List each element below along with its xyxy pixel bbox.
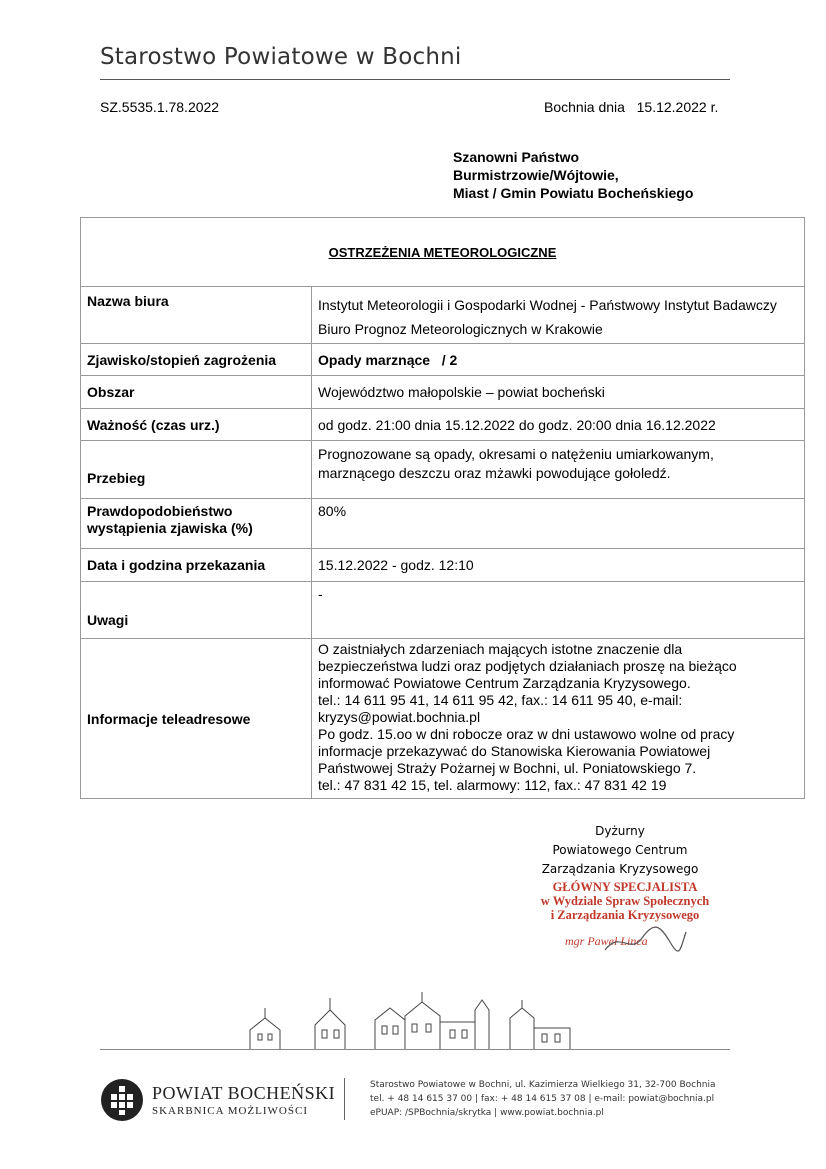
office-line: Instytut Meteorologii i Gospodarki Wodnej - Państwowy Instytut Badawczy (318, 297, 777, 313)
town-skyline-illustration (230, 990, 590, 1050)
probability-label-line: wystąpienia zjawiska (%) (87, 520, 253, 536)
row-label: Informacje teleadresowe (81, 639, 312, 799)
footer-contact-line[interactable]: tel. + 48 14 615 37 00 | fax: + 48 14 615 37 08 | e-mail: powiat@bochnia.pl (370, 1094, 715, 1104)
row-label: Uwagi (81, 582, 312, 639)
row-value: - (312, 582, 805, 639)
contact-email[interactable]: kryzys@powiat.bochnia.pl (318, 709, 481, 725)
document-reference: SZ.5535.1.78.2022 (100, 99, 220, 115)
footer-contact-line: Starostwo Powiatowe w Bochni, ul. Kazimierza Wielkiego 31, 32-700 Bochnia (370, 1080, 716, 1090)
table-row (81, 344, 805, 376)
row-value: Województwo małopolskie – powiat bocheński (312, 376, 805, 409)
signature-line: Powiatowego Centrum (552, 843, 688, 857)
footer-contact (370, 1078, 716, 1120)
page-title: Starostwo Powiatowe w Bochni (100, 44, 462, 70)
probability-label-line: Prawdopodobieństwo (87, 503, 233, 519)
contact-line: bezpieczeństwa ludzi oraz podjętych działaniach proszę na bieżąco (318, 658, 737, 674)
course-line: marznącego deszczu oraz mżawki powodujące gołoledź. (318, 465, 671, 481)
stamp-line: i Zarządzania Kryzysowego (550, 908, 700, 922)
table-row (81, 549, 805, 582)
contact-line: informacje przekazywać do Stanowiska Kierowania Powiatowej (318, 743, 711, 759)
table-row (81, 582, 805, 639)
brand-name: POWIAT BOCHEŃSKI (152, 1083, 336, 1103)
table-row (81, 639, 805, 799)
handwritten-signature-icon (600, 920, 690, 960)
row-value: od godz. 21:00 dnia 15.12.2022 do godz. 20:00 dnia 16.12.2022 (312, 409, 805, 441)
row-label: Obszar (81, 376, 312, 409)
row-label (81, 499, 312, 549)
contact-line: Państwowej Straży Pożarnej w Bochni, ul. Poniatowskiego 7. (318, 760, 697, 776)
signature-block (520, 822, 720, 879)
footer-contact-line[interactable]: ePUAP: /SPBochnia/skrytka | www.powiat.bochnia.pl (370, 1108, 604, 1118)
header-divider (100, 79, 730, 80)
signature-line: Zarządzania Kryzysowego (541, 862, 699, 876)
office-line: Biuro Prognoz Meteorologicznych w Krakowie (318, 321, 603, 337)
footer-divider (100, 1049, 730, 1050)
contact-line: informować Powiatowe Centrum Zarządzania Kryzysowego. (318, 675, 691, 691)
warning-table (80, 217, 805, 799)
table-title: OSTRZEŻENIA METEOROLOGICZNE (328, 245, 557, 260)
addressee-line: Szanowni Państwo (453, 149, 580, 165)
row-label: Nazwa biura (81, 287, 312, 344)
stamp-line: GŁÓWNY SPECJALISTA (552, 880, 698, 894)
row-label: Przebieg (81, 441, 312, 499)
row-value (312, 441, 805, 499)
course-line: Prognozowane są opady, okresami o natężeniu umiarkowanym, (318, 446, 714, 462)
document-date: Bochnia dnia 15.12.2022 r. (544, 99, 719, 115)
row-value: Opady marznące / 2 (312, 344, 805, 376)
stamp-line: w Wydziale Spraw Społecznych (540, 894, 710, 908)
contact-line: tel.: 47 831 42 15, tel. alarmowy: 112, fax.: 47 831 42 19 (318, 777, 667, 793)
row-value: 80% (312, 499, 805, 549)
table-row (81, 287, 805, 344)
official-stamp (520, 880, 730, 922)
table-row (81, 441, 805, 499)
row-value: 15.12.2022 - godz. 12:10 (312, 549, 805, 582)
addressee-line: Miast / Gmin Powiatu Bocheńskiego (453, 185, 694, 201)
row-value (312, 287, 805, 344)
county-logo-icon (100, 1078, 144, 1122)
contact-line: Po godz. 15.oo w dni robocze oraz w dni ustawowo wolne od pracy (318, 726, 735, 742)
table-row (81, 499, 805, 549)
row-label: Zjawisko/stopień zagrożenia (81, 344, 312, 376)
row-label: Data i godzina przekazania (81, 549, 312, 582)
footer-vertical-divider (344, 1078, 345, 1120)
addressee-block (453, 148, 693, 202)
contact-line: tel.: 14 611 95 41, 14 611 95 42, fax.: 14 611 95 40, e-mail: (318, 692, 683, 708)
signature-line: Dyżurny (595, 824, 645, 838)
table-row (81, 376, 805, 409)
addressee-line: Burmistrzowie/Wójtowie, (453, 167, 619, 183)
table-title-cell (81, 218, 805, 287)
contact-line: O zaistniałych zdarzeniach mających istotne znaczenie dla (318, 641, 683, 657)
table-row (81, 409, 805, 441)
row-label: Ważność (czas urz.) (81, 409, 312, 441)
brand-tagline: SKARBNICA MOŻLIWOŚCI (152, 1105, 308, 1117)
stamp-name: mgr Paweł Linca (565, 934, 648, 948)
row-value (312, 639, 805, 799)
